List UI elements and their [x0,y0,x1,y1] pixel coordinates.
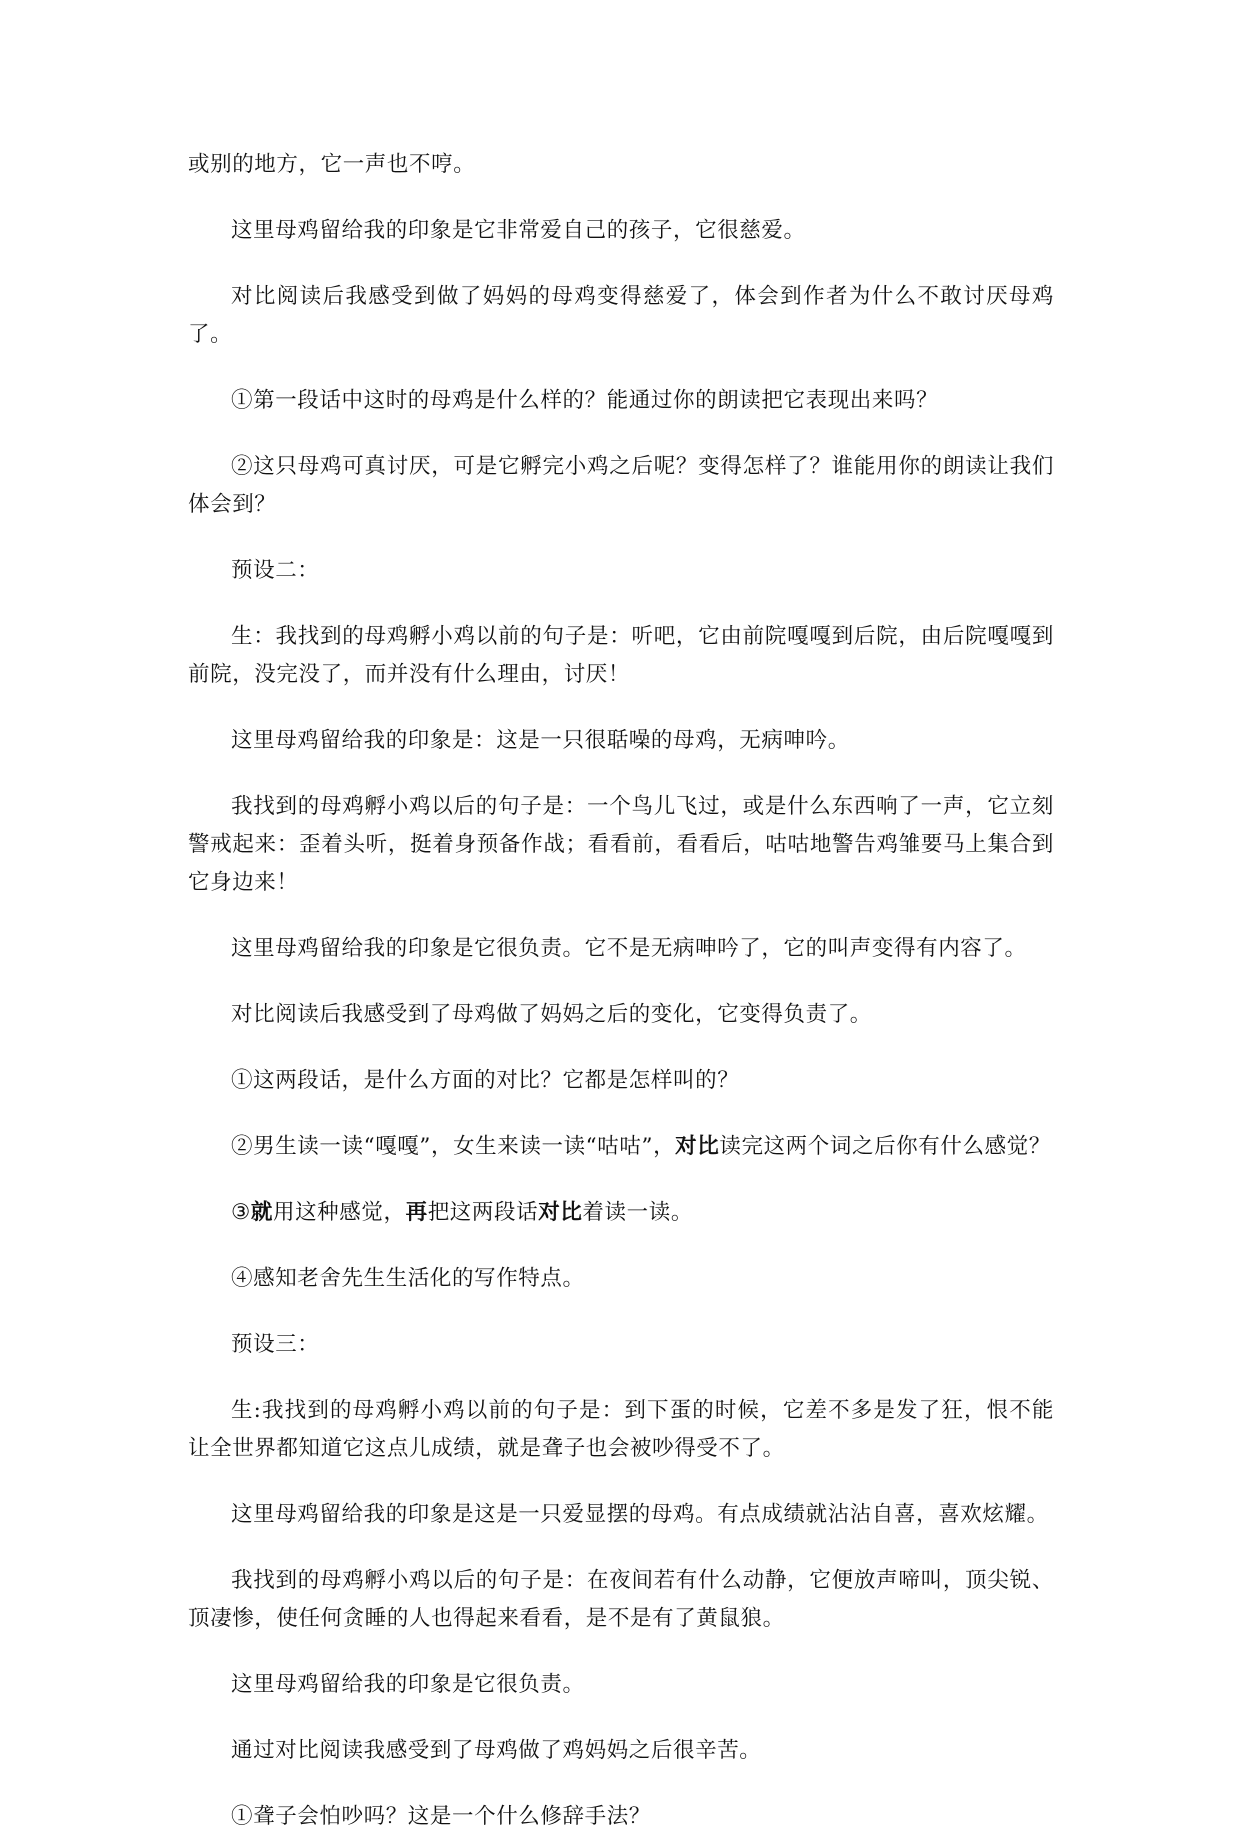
emphasis-text: 就 [250,1200,273,1225]
question-item-2: ②这只母鸡可真讨厌，可是它孵完小鸡之后呢？变得怎样了？谁能用你的朗读让我们体会到？ [188,454,1054,517]
paragraph-impression-responsible: 这里母鸡留给我的印象是它很负责。 [231,1672,585,1697]
paragraph-continuation: 或别的地方，它一声也不哼。 [188,152,476,177]
question-item-2 [188,1128,1054,1166]
student-answer-before: 生:我找到的母鸡孵小鸡以前的句子是：到下蛋的时候，它差不多是发了狂，恨不能让全世界都知道它这点儿成绩，就是聋子也会被吵得受不了。 [188,1398,1054,1461]
student-answer-after: 我找到的母鸡孵小鸡以后的句子是：一个鸟儿飞过，或是什么东西响了一声，它立刻警戒起来：歪着头听，挺着身预备作战；看看前，看看后，咕咕地警告鸡雏要马上集合到它身边来！ [188,794,1054,895]
emphasis-text: 再 [405,1200,428,1225]
question-item-4: ④感知老舍先生生活化的写作特点。 [231,1266,585,1291]
question-item-3 [188,1194,1054,1232]
section-heading-preset-2: 预设二： [231,558,320,583]
text-segment: ③ [231,1200,251,1225]
text-segment: 读完这两个词之后你有什么感觉？ [719,1134,1051,1159]
emphasis-text: 对比 [538,1200,583,1225]
document-body [188,146,1054,1836]
text-segment: 用这种感觉， [272,1200,406,1225]
text-segment: ②男生读一读“嘎嘎”，女生来读一读“咕咕”， [231,1134,676,1159]
text-segment: 把这两段话 [427,1200,539,1225]
student-answer-after: 我找到的母鸡孵小鸡以后的句子是：在夜间若有什么动静，它便放声啼叫，顶尖锐、顶凄惨，使任何贪睡的人也得起来看看，是不是有了黄鼠狼。 [188,1568,1054,1631]
question-item-1: ①聋子会怕吵吗？这是一个什么修辞手法？ [231,1804,651,1829]
question-item-1: ①第一段话中这时的母鸡是什么样的？能通过你的朗读把它表现出来吗？ [231,388,939,413]
paragraph-impression-noisy: 这里母鸡留给我的印象是：这是一只很聒噪的母鸡，无病呻吟。 [231,728,850,753]
question-item-1: ①这两段话，是什么方面的对比？它都是怎样叫的？ [231,1068,740,1093]
text-segment: 着读一读。 [582,1200,693,1225]
paragraph-contrast-summary-2: 对比阅读后我感受到了母鸡做了妈妈之后的变化，它变得负责了。 [231,1002,872,1027]
student-answer-before: 生：我找到的母鸡孵小鸡以前的句子是：听吧，它由前院嘎嘎到后院，由后院嘎嘎到前院，没完没了，而并没有什么理由，讨厌！ [188,624,1054,687]
paragraph-contrast-summary-3: 通过对比阅读我感受到了母鸡做了鸡妈妈之后很辛苦。 [231,1738,762,1763]
paragraph-impression-responsible: 这里母鸡留给我的印象是它很负责。它不是无病呻吟了，它的叫声变得有内容了。 [231,936,1027,961]
section-heading-preset-3: 预设三： [231,1332,320,1357]
emphasis-text: 对比 [675,1134,720,1159]
paragraph-contrast-summary-1: 对比阅读后我感受到做了妈妈的母鸡变得慈爱了，体会到作者为什么不敢讨厌母鸡了。 [188,284,1054,347]
paragraph-impression-showoff: 这里母鸡留给我的印象是这是一只爱显摆的母鸡。有点成绩就沾沾自喜，喜欢炫耀。 [231,1502,1049,1527]
paragraph-impression-loving: 这里母鸡留给我的印象是它非常爱自己的孩子，它很慈爱。 [231,218,806,243]
